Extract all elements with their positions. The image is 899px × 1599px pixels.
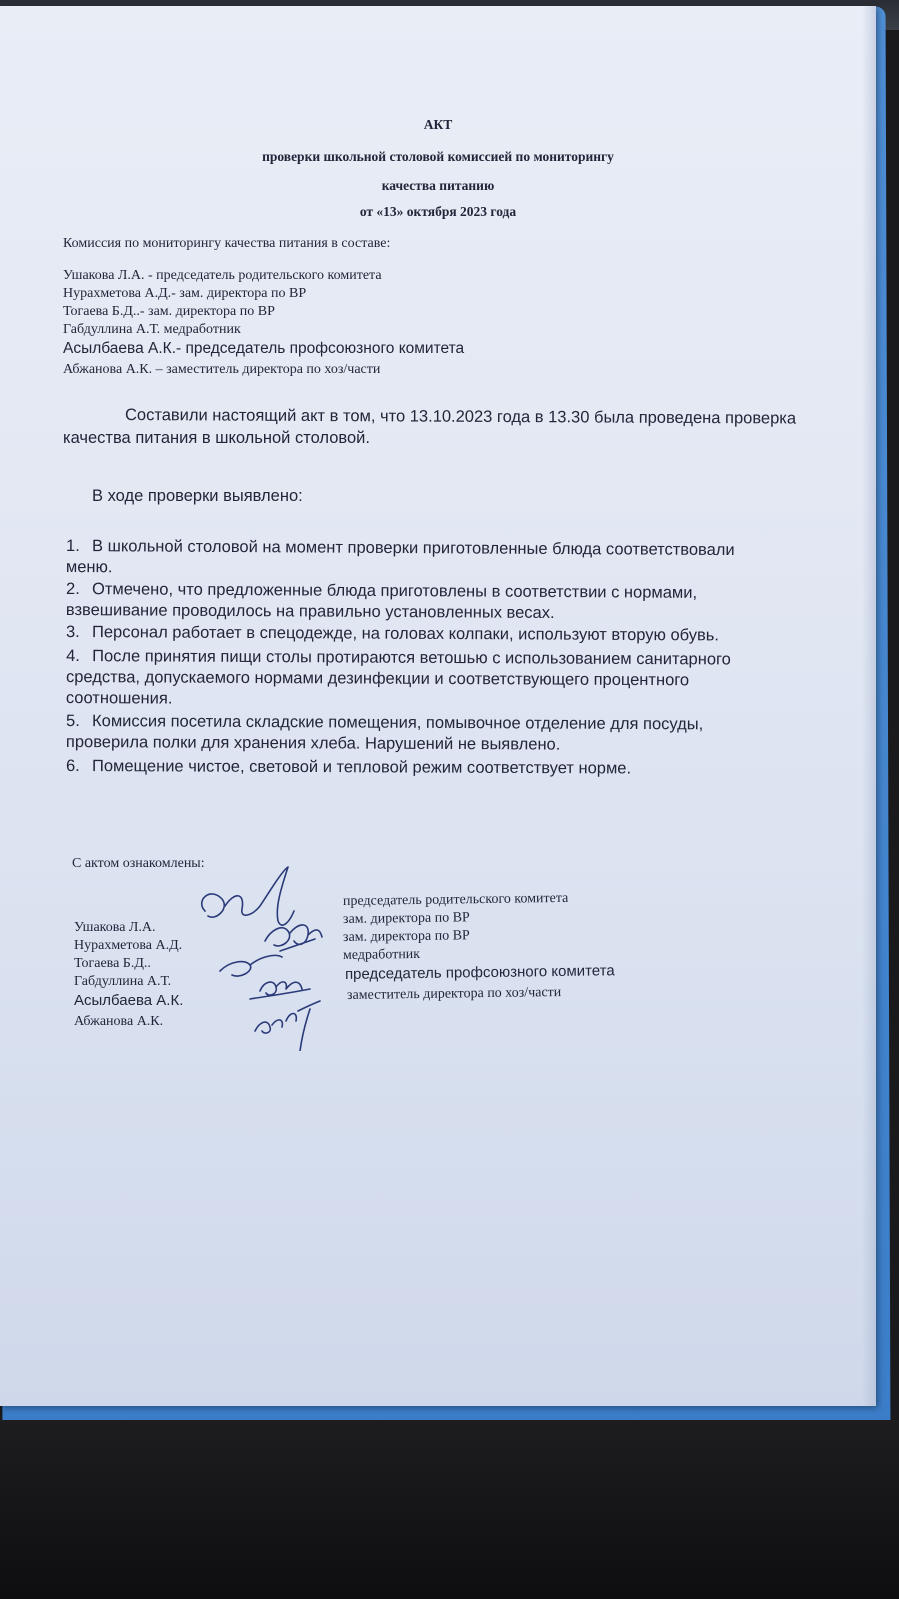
signatures-group [190,861,350,1051]
member-line: Ушакова Л.А. - председатель родительского комитета [63,268,382,283]
signatory-role: председатель родительского комитета [342,890,569,909]
signature-togaeva [220,955,282,976]
finding-text: проверила полки для хранения хлеба. Нарушений не выявлено. [65,733,561,754]
findings-intro: В ходе проверки выявлено: [92,487,303,505]
finding-number: 2. [66,580,80,599]
finding-item-1 [66,536,735,582]
background-bottom [0,1420,899,1599]
document-sheet [0,6,876,1406]
finding-text: Помещение чистое, световой и тепловой режим соответствует норме. [91,757,632,778]
finding-text: В школьной столовой на момент проверки приготовленные блюда соответствовали [92,537,735,560]
finding-text: Отмечено, что предложенные блюда приготовлены в соответствии с нормами, [92,580,698,602]
finding-item-4 [66,646,731,712]
signatory-role: зам. директора по ВР [342,910,470,927]
signatory-role: зам. директора по ВР [342,928,470,945]
finding-item-3 [66,622,719,646]
document-date: от «13» октября 2023 года [359,204,517,219]
signature-nurakhmetova [265,925,322,951]
finding-text: После принятия пищи столы протираются ветошью с использованием санитарного [92,647,731,669]
member-line: Асылбаева А.К.- председатель профсоюзного комитета [63,340,465,357]
finding-number: 3. [65,623,80,642]
signatory-name: Ушакова Л.А. [74,920,156,935]
signatory-name: Габдуллина А.Т. [74,974,172,989]
finding-text: Комиссия посетила складские помещения, помывочное отделение для посуды, [92,712,704,734]
signature-gabdullina [250,982,310,999]
finding-number: 6. [65,757,80,776]
finding-item-5 [66,711,703,756]
finding-number: 5. [66,712,80,731]
finding-item-2 [66,579,697,625]
finding-text: соотношения. [65,688,173,708]
acknowledged-label: С актом ознакомлены: [72,856,205,871]
signature-abzhanova [255,1001,320,1051]
finding-number: 4. [66,647,80,666]
finding-item-6 [66,756,631,779]
signatory-name: Абжанова А.К. [74,1014,164,1029]
finding-text: средства, допускаемого нормами дезинфекции и соответствующего процентного [65,668,690,690]
signatory-name: Тогаева Б.Д.. [74,956,151,971]
statement-line1: Составили настоящий акт в том, что 13.10.2023 года в 13.30 была проведена проверка [124,406,797,428]
document-subtitle-line2: качества питанию [381,178,495,193]
finding-text: Персонал работает в спецодежде, на головах колпаки, используют вторую обувь. [91,623,720,645]
signatory-name: Нурахметова А.Д. [74,938,183,953]
signatory-role: председатель профсоюзного комитета [344,962,615,983]
statement-line2: качества питания в школьной столовой. [63,429,370,447]
signatory-role: медработник [342,946,421,963]
document-title: АКТ [423,117,453,132]
document-subtitle-line1: проверки школьной столовой комиссией по мониторингу [262,149,614,164]
commission-intro: Комиссия по мониторингу качества питания в составе: [63,236,391,251]
signatory-name: Асылбаева А.К. [74,992,184,1009]
finding-number: 1. [66,537,80,556]
finding-text: меню. [65,558,113,577]
member-line: Абжанова А.К. – заместитель директора по хоз/части [63,362,381,377]
finding-text: взвешивание проводилось на правильно установленных весах. [65,601,555,622]
member-line: Габдуллина А.Т. медработник [63,322,241,337]
signatory-role: заместитель директора по хоз/части [346,985,562,1003]
signature-ushakova [202,867,294,925]
member-line: Тогаева Б.Д..- зам. директора по ВР [63,304,275,319]
member-line: Нурахметова А.Д.- зам. директора по ВР [63,286,307,301]
